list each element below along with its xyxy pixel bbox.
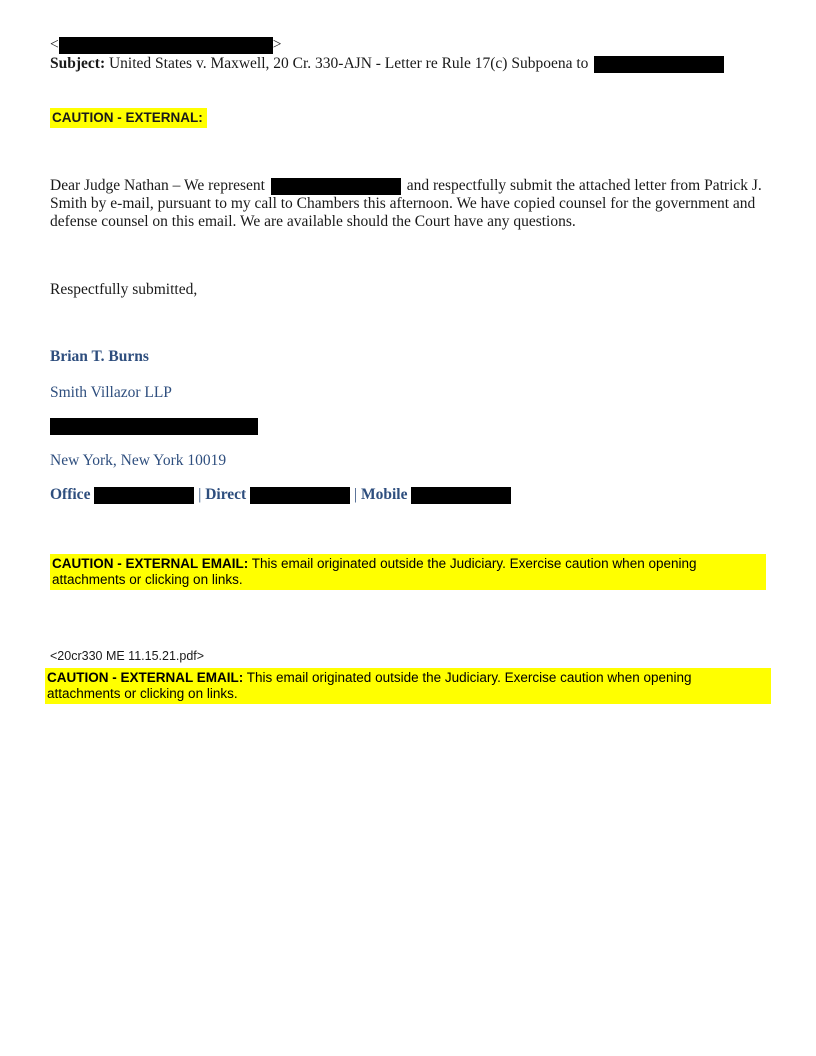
body-paragraph (50, 177, 770, 231)
sender-open-bracket: < (50, 36, 59, 53)
signature-city: New York, New York 10019 (50, 452, 227, 469)
sender-close-bracket: > (272, 36, 282, 53)
subject-label: Subject: (50, 55, 106, 72)
signature-name: Brian T. Burns (50, 348, 149, 365)
mobile-label: Mobile (360, 486, 408, 503)
sender-line (50, 36, 282, 54)
closing-line: Respectfully submitted, (50, 281, 198, 298)
redacted-direct-phone (250, 487, 350, 504)
caution-notice-1-bold: CAUTION - EXTERNAL EMAIL: (52, 556, 249, 571)
caution-notice-2 (45, 668, 771, 704)
caution-banner: CAUTION - EXTERNAL: (50, 108, 207, 128)
redacted-sender (59, 37, 273, 54)
phone-separator-2: | (353, 486, 358, 503)
caution-notice-1 (50, 554, 766, 590)
redacted-client (271, 178, 401, 195)
body-text-part1: Dear Judge Nathan – We represent (50, 177, 265, 194)
caution-notice-1-text: This email originated outside the Judiciary. Exercise caution when opening attachments or clicking on links. (52, 556, 697, 587)
redacted-office-phone (94, 487, 194, 504)
body-text-part2: and respectfully submit the attached letter from Patrick J. Smith by e-mail, pursuant to my call to Chambers this afternoon. We have copied counsel for the government and defense counsel on this email. We are available should the Court have any questions. (50, 177, 762, 230)
signature-phones (50, 486, 511, 504)
attachment-filename[interactable]: <20cr330 ME 11.15.21.pdf> (50, 649, 205, 663)
phone-separator-1: | (198, 486, 202, 503)
caution-notice-2-bold: CAUTION - EXTERNAL EMAIL: (47, 670, 244, 685)
redacted-subject-recipient (594, 56, 724, 73)
direct-label: Direct (205, 486, 247, 503)
redacted-mobile-phone (411, 487, 511, 504)
signature-firm: Smith Villazor LLP (50, 384, 172, 401)
caution-notice-2-text: This email originated outside the Judiciary. Exercise caution when opening attachments or clicking on links. (47, 670, 692, 701)
redacted-street-address (50, 418, 258, 435)
office-label: Office (50, 486, 91, 503)
subject-line (50, 55, 724, 73)
subject-text: United States v. Maxwell, 20 Cr. 330-AJN - Letter re Rule 17(c) Subpoena to (108, 55, 589, 72)
